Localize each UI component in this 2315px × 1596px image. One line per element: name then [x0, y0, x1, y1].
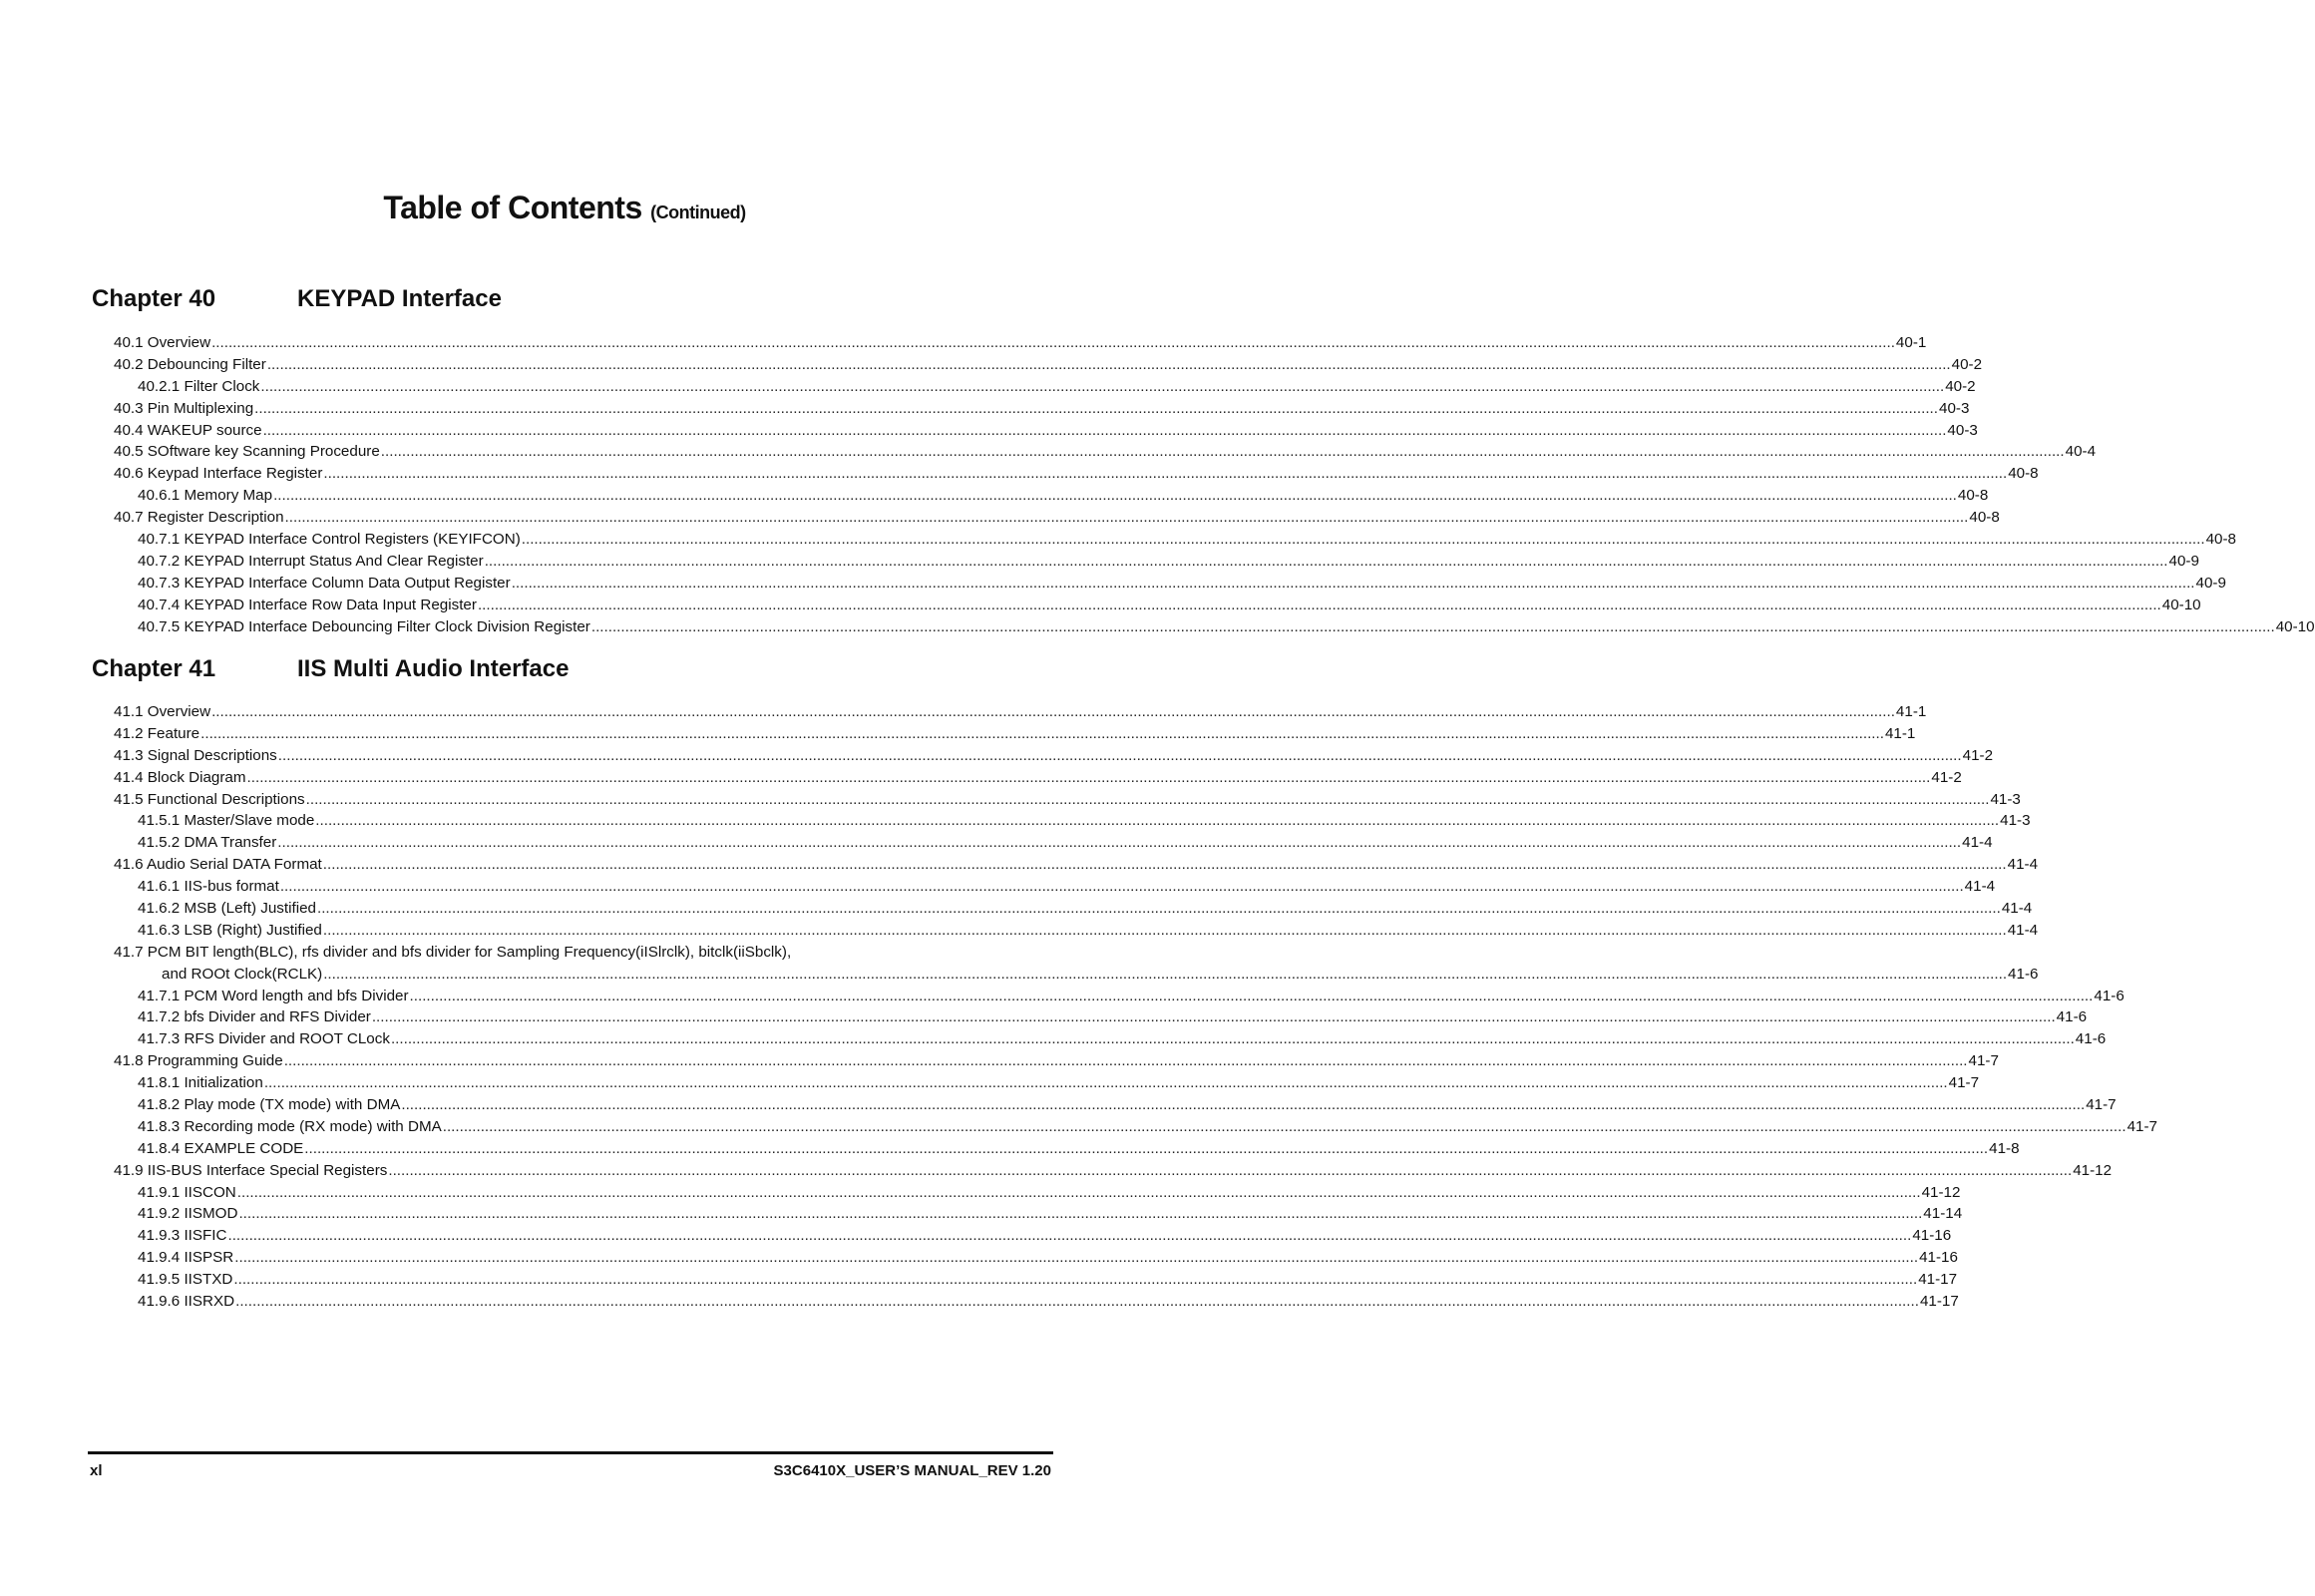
dot-leader: ................................................................................................................................................................................................................................................................................................................................................................................................................	[283, 1052, 1968, 1070]
toc-entry-page: 41-8	[1989, 1139, 2020, 1157]
toc-entry-title: 41.9.2 IISMOD	[138, 1205, 238, 1223]
toc-entry-page: 41-4	[2001, 900, 2033, 917]
dot-leader: ................................................................................................................................................................................................................................................................................................................................................................................................................	[273, 487, 1957, 505]
dot-leader: ................................................................................................................................................................................................................................................................................................................................................................................................................	[521, 531, 2205, 548]
dot-leader: ................................................................................................................................................................................................................................................................................................................................................................................................................	[323, 965, 2008, 983]
toc-list	[114, 701, 2157, 1313]
toc-entry[interactable]	[114, 920, 2039, 942]
toc-entry-title: 40.7.3 KEYPAD Interface Column Data Output Register	[138, 574, 511, 592]
toc-entry-title: 41.8 Programming Guide	[114, 1052, 283, 1070]
toc-entry[interactable]	[114, 354, 1983, 376]
footer-manual-title: S3C6410X_USER’S MANUAL_REV 1.20	[773, 1462, 1051, 1479]
chapter-number: Chapter 40	[92, 285, 216, 312]
toc-entry-title: 41.9.4 IISPSR	[138, 1249, 234, 1267]
toc-entry-page: 41-4	[2007, 921, 2039, 939]
toc-list	[114, 332, 2315, 637]
toc-entry-page: 41-7	[2086, 1096, 2117, 1114]
toc-entry[interactable]	[114, 1028, 2107, 1050]
dot-leader: ................................................................................................................................................................................................................................................................................................................................................................................................................	[484, 552, 2168, 570]
toc-entry-title: 40.6.1 Memory Map	[138, 487, 273, 505]
toc-entry-title: 40.3 Pin Multiplexing	[114, 399, 254, 417]
dot-leader: ................................................................................................................................................................................................................................................................................................................................................................................................................	[305, 790, 1990, 808]
toc-entry-page: 41-12	[1921, 1183, 1961, 1201]
toc-entry-title: 41.7 PCM BIT length(BLC), rfs divider and bfs divider for Sampling Frequency(iISlrclk), bitclk(iiSbclk),	[114, 943, 792, 961]
dot-leader: ................................................................................................................................................................................................................................................................................................................................................................................................................	[401, 1096, 2086, 1114]
toc-entry[interactable]	[114, 767, 1962, 789]
toc-entry-page: 41-7	[2126, 1117, 2157, 1135]
toc-entry[interactable]	[114, 1247, 1958, 1269]
toc-entry[interactable]	[114, 507, 2000, 529]
dot-leader: ................................................................................................................................................................................................................................................................................................................................................................................................................	[260, 377, 1945, 395]
toc-entry-page: 41-7	[1948, 1074, 1980, 1092]
dot-leader: ................................................................................................................................................................................................................................................................................................................................................................................................................	[322, 856, 2007, 874]
toc-entry[interactable]	[114, 789, 2021, 811]
dot-leader: ................................................................................................................................................................................................................................................................................................................................................................................................................	[380, 443, 2065, 461]
toc-entry[interactable]	[114, 898, 2033, 920]
dot-leader: ................................................................................................................................................................................................................................................................................................................................................................................................................	[233, 1271, 1918, 1289]
dot-leader: ................................................................................................................................................................................................................................................................................................................................................................................................................	[284, 509, 1969, 527]
toc-entry[interactable]	[114, 942, 1045, 964]
dot-leader: ................................................................................................................................................................................................................................................................................................................................................................................................................	[323, 465, 2008, 483]
dot-leader: ................................................................................................................................................................................................................................................................................................................................................................................................................	[371, 1008, 2056, 1026]
toc-entry-page: 40-4	[2065, 443, 2097, 461]
dot-leader: ................................................................................................................................................................................................................................................................................................................................................................................................................	[442, 1117, 2126, 1135]
title-main: Table of Contents	[383, 190, 642, 225]
toc-entry-title: 41.3 Signal Descriptions	[114, 746, 277, 764]
toc-entry-page: 40-2	[1951, 355, 1983, 373]
toc-entry-page: 41-17	[1918, 1271, 1958, 1289]
toc-entry[interactable]	[114, 1050, 1999, 1072]
dot-leader: ................................................................................................................................................................................................................................................................................................................................................................................................................	[227, 1227, 1912, 1245]
toc-entry-title: 41.8.2 Play mode (TX mode) with DMA	[138, 1096, 401, 1114]
toc-entry-title: 41.9.1 IISCON	[138, 1183, 236, 1201]
footer-page-number: xl	[90, 1462, 103, 1479]
toc-entry[interactable]	[114, 595, 2201, 616]
toc-entry[interactable]	[114, 723, 1916, 745]
dot-leader: ................................................................................................................................................................................................................................................................................................................................................................................................................	[590, 617, 2275, 635]
toc-entry-page: 41-12	[2073, 1161, 2113, 1179]
toc-entry-title: 40.7.5 KEYPAD Interface Debouncing Filter Clock Division Register	[138, 617, 590, 635]
title-continued: (Continued)	[650, 202, 746, 222]
toc-entry-page: 41-4	[1964, 878, 1996, 896]
toc-entry-page: 40-9	[2168, 552, 2199, 570]
chapter-heading	[92, 655, 1049, 683]
toc-entry[interactable]	[114, 1116, 2157, 1138]
toc-entry-title: 40.2.1 Filter Clock	[138, 377, 260, 395]
chapter-heading	[92, 285, 1049, 313]
dot-leader: ................................................................................................................................................................................................................................................................................................................................................................................................................	[263, 1074, 1948, 1092]
toc-entry-title: 41.6 Audio Serial DATA Format	[114, 856, 322, 874]
toc-entry-page: 40-1	[1895, 333, 1927, 351]
toc-entry-title: and ROOt Clock(RCLK)	[162, 965, 323, 983]
toc-entry[interactable]	[114, 1094, 2117, 1116]
toc-entry-page: 40-8	[2205, 531, 2237, 548]
dot-leader: ................................................................................................................................................................................................................................................................................................................................................................................................................	[277, 746, 1962, 764]
toc-entry-page: 41-2	[1962, 746, 1994, 764]
toc-entry-page: 41-6	[2094, 987, 2124, 1004]
dot-leader: ................................................................................................................................................................................................................................................................................................................................................................................................................	[234, 1249, 1919, 1267]
toc-entry[interactable]	[114, 1006, 2088, 1028]
toc-entry-page: 40-3	[1939, 399, 1970, 417]
dot-leader: ................................................................................................................................................................................................................................................................................................................................................................................................................	[238, 1205, 1923, 1223]
dot-leader: ................................................................................................................................................................................................................................................................................................................................................................................................................	[236, 1183, 1921, 1201]
toc-entry-title: 41.6.2 MSB (Left) Justified	[138, 900, 316, 917]
toc-entry[interactable]	[114, 964, 2039, 986]
toc-entry[interactable]	[114, 854, 2039, 876]
toc-entry[interactable]	[114, 876, 1996, 898]
dot-leader: ................................................................................................................................................................................................................................................................................................................................................................................................................	[388, 1161, 2073, 1179]
toc-entry-title: 40.5 SOftware key Scanning Procedure	[114, 443, 380, 461]
toc-entry[interactable]	[114, 616, 2315, 638]
toc-entry[interactable]	[114, 1182, 1961, 1204]
dot-leader: ................................................................................................................................................................................................................................................................................................................................................................................................................	[409, 987, 2094, 1004]
toc-entry-title: 40.1 Overview	[114, 333, 211, 351]
toc-entry[interactable]	[114, 1138, 2020, 1160]
dot-leader: ................................................................................................................................................................................................................................................................................................................................................................................................................	[304, 1139, 1989, 1157]
dot-leader: ................................................................................................................................................................................................................................................................................................................................................................................................................	[235, 1293, 1919, 1311]
dot-leader: ................................................................................................................................................................................................................................................................................................................................................................................................................	[262, 421, 1947, 439]
toc-entry-title: 41.5 Functional Descriptions	[114, 790, 305, 808]
toc-entry[interactable]	[114, 376, 1976, 398]
dot-leader: ................................................................................................................................................................................................................................................................................................................................................................................................................	[316, 900, 2001, 917]
toc-entry[interactable]	[114, 810, 2031, 832]
toc-entry-title: 41.9.3 IISFIC	[138, 1227, 227, 1245]
toc-entry-page: 41-14	[1923, 1205, 1963, 1223]
toc-entry[interactable]	[114, 420, 1978, 442]
dot-leader: ................................................................................................................................................................................................................................................................................................................................................................................................................	[477, 596, 2161, 613]
dot-leader: ................................................................................................................................................................................................................................................................................................................................................................................................................	[277, 834, 1962, 852]
toc-entry-title: 41.6.3 LSB (Right) Justified	[138, 921, 322, 939]
toc-entry-page: 41-6	[2056, 1008, 2088, 1026]
toc-entry-page: 41-1	[1884, 724, 1916, 742]
toc-entry-title: 41.8.3 Recording mode (RX mode) with DMA	[138, 1117, 442, 1135]
toc-entry-page: 40-3	[1947, 421, 1978, 439]
toc-entry[interactable]	[114, 551, 2199, 573]
toc-entry-title: 41.7.2 bfs Divider and RFS Divider	[138, 1008, 371, 1026]
toc-entry[interactable]	[114, 463, 2039, 485]
dot-leader: ................................................................................................................................................................................................................................................................................................................................................................................................................	[200, 724, 1884, 742]
toc-entry-page: 41-6	[2008, 965, 2039, 983]
toc-entry-title: 41.4 Block Diagram	[114, 768, 246, 786]
toc-entry[interactable]	[114, 1072, 1980, 1094]
dot-leader: ................................................................................................................................................................................................................................................................................................................................................................................................................	[390, 1030, 2075, 1048]
toc-entry-title: 40.6 Keypad Interface Register	[114, 465, 323, 483]
dot-leader: ................................................................................................................................................................................................................................................................................................................................................................................................................	[254, 399, 1938, 417]
toc-entry-page: 40-8	[2008, 465, 2039, 483]
toc-entry-title: 41.8.1 Initialization	[138, 1074, 263, 1092]
toc-entry-title: 40.7.1 KEYPAD Interface Control Registers (KEYIFCON)	[138, 531, 521, 548]
toc-entry[interactable]	[114, 745, 1994, 767]
toc-entry-page: 40-2	[1945, 377, 1976, 395]
toc-entry-title: 41.5.2 DMA Transfer	[138, 834, 277, 852]
toc-entry-page: 41-17	[1919, 1293, 1959, 1311]
toc-entry-title: 40.4 WAKEUP source	[114, 421, 262, 439]
toc-entry[interactable]	[114, 1269, 1958, 1291]
toc-entry-title: 41.1 Overview	[114, 702, 211, 720]
toc-entry-title: 41.5.1 Master/Slave mode	[138, 812, 315, 830]
toc-entry-page: 41-16	[1912, 1227, 1952, 1245]
toc-entry-page: 41-3	[2000, 812, 2031, 830]
toc-entry-title: 41.7.3 RFS Divider and ROOT CLock	[138, 1030, 390, 1048]
dot-leader: ................................................................................................................................................................................................................................................................................................................................................................................................................	[266, 355, 1951, 373]
toc-entry-page: 41-7	[1968, 1052, 1999, 1070]
toc-entry[interactable]	[114, 986, 2124, 1007]
toc-entry-page: 40-10	[2275, 617, 2315, 635]
toc-entry-title: 41.9.5 IISTXD	[138, 1271, 233, 1289]
toc-entry-title: 41.8.4 EXAMPLE CODE	[138, 1139, 304, 1157]
toc-entry-page: 41-4	[1962, 834, 1993, 852]
dot-leader: ................................................................................................................................................................................................................................................................................................................................................................................................................	[511, 574, 2195, 592]
footer-rule	[88, 1451, 1053, 1454]
toc-entry-title: 41.7.1 PCM Word length and bfs Divider	[138, 987, 409, 1004]
toc-entry[interactable]	[114, 1203, 1963, 1225]
toc-entry[interactable]	[114, 332, 1927, 354]
page-title	[0, 190, 1129, 226]
dot-leader: ................................................................................................................................................................................................................................................................................................................................................................................................................	[246, 768, 1931, 786]
toc-entry[interactable]	[114, 832, 1993, 854]
chapter-name: KEYPAD Interface	[297, 285, 502, 312]
toc-entry-title: 40.7.2 KEYPAD Interrupt Status And Clear Register	[138, 552, 484, 570]
toc-entry-page: 41-6	[2075, 1030, 2107, 1048]
toc-entry-title: 41.9.6 IISRXD	[138, 1293, 235, 1311]
toc-entry-page: 40-8	[1969, 509, 2000, 527]
dot-leader: ................................................................................................................................................................................................................................................................................................................................................................................................................	[279, 878, 1964, 896]
dot-leader: ................................................................................................................................................................................................................................................................................................................................................................................................................	[315, 812, 2000, 830]
toc-entry-page: 41-16	[1919, 1249, 1958, 1267]
dot-leader: ................................................................................................................................................................................................................................................................................................................................................................................................................	[322, 921, 2007, 939]
toc-entry[interactable]	[114, 1160, 2113, 1182]
toc-entry[interactable]	[114, 573, 2226, 595]
toc-entry[interactable]	[114, 1225, 1952, 1247]
toc-entry-page: 41-1	[1895, 702, 1927, 720]
chapter-name: IIS Multi Audio Interface	[297, 655, 570, 682]
chapter-number: Chapter 41	[92, 655, 216, 682]
toc-entry[interactable]	[114, 701, 1927, 723]
dot-leader: ................................................................................................................................................................................................................................................................................................................................................................................................................	[211, 702, 1895, 720]
toc-entry-title: 40.2 Debouncing Filter	[114, 355, 266, 373]
toc-entry-page: 41-3	[1990, 790, 2021, 808]
toc-entry-title: 40.7.4 KEYPAD Interface Row Data Input Register	[138, 596, 477, 613]
toc-entry-page: 41-4	[2007, 856, 2039, 874]
toc-entry-title: 41.6.1 IIS-bus format	[138, 878, 279, 896]
dot-leader: ................................................................................................................................................................................................................................................................................................................................................................................................................	[211, 333, 1895, 351]
toc-entry[interactable]	[114, 1291, 1959, 1313]
toc-entry-page: 41-2	[1931, 768, 1962, 786]
toc-entry-title: 41.9 IIS-BUS Interface Special Registers	[114, 1161, 388, 1179]
toc-entry[interactable]	[114, 529, 2237, 551]
toc-entry-page: 40-8	[1957, 487, 1989, 505]
toc-entry[interactable]	[114, 485, 1989, 507]
toc-entry[interactable]	[114, 441, 2097, 463]
toc-entry[interactable]	[114, 398, 1970, 420]
toc-entry-title: 40.7 Register Description	[114, 509, 284, 527]
toc-entry-page: 40-10	[2161, 596, 2201, 613]
toc-entry-title: 41.2 Feature	[114, 724, 200, 742]
toc-entry-page: 40-9	[2195, 574, 2226, 592]
